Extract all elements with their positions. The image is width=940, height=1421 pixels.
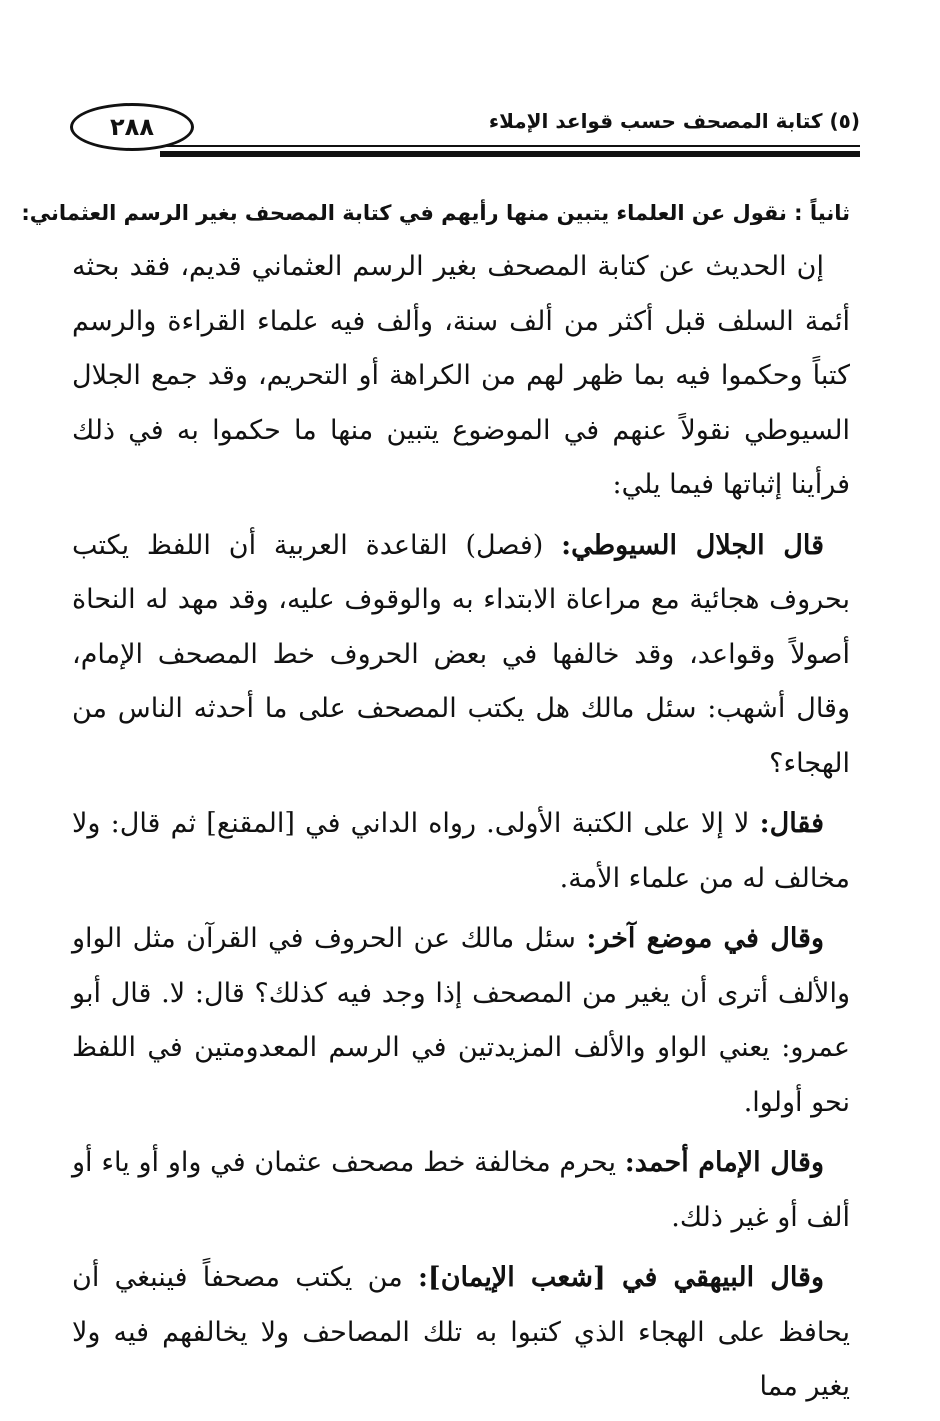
paragraph-intro (72, 240, 850, 513)
paragraph-bayhaqi (72, 1251, 850, 1415)
paragraph-text: سئل مالك عن الحروف في القرآن مثل الواو والألف أترى أن يغير من المصحف إذا وجد فيه كذلك؟ قال: لا. قال أبو عمرو: يعني الواو والألف المزيدتين في الرسم المعدومتين في اللفظ نحو أولوا. (72, 923, 850, 1118)
paragraph-another-place (72, 912, 850, 1130)
header-rule-thin (150, 145, 860, 147)
header-rule-thick (160, 151, 860, 157)
paragraph-text: لا إلا على الكتبة الأولى. رواه الداني في [المقنع] ثم قال: ولا مخالف له من علماء الأمة. (72, 808, 850, 894)
paragraph-lead: قال الجلال السيوطي: (561, 529, 825, 561)
paragraph-text: من يكتب مصحفاً فينبغي أن يحافظ على الهجاء الذي كتبوا به تلك المصاحف ولا يخالفهم فيه ولا يغير مما (72, 1262, 850, 1402)
paragraph-lead: وقال الإمام أحمد: (624, 1147, 824, 1178)
paragraph-malik-answer (72, 797, 850, 906)
page-body (21, 188, 850, 1421)
paragraph-lead: وقال البيهقي في [شعب الإيمان]: (417, 1262, 824, 1293)
paragraph-lead: فقال: (759, 808, 824, 839)
paragraph-ahmad (72, 1136, 850, 1245)
paragraph-text: يحرم مخالفة خط مصحف عثمان في واو أو ياء أو ألف أو غير ذلك. (72, 1147, 850, 1233)
paragraph-text: (فصل) القاعدة العربية أن اللفظ يكتب بحروف هجائية مع مراعاة الابتداء به والوقوف عليه، وقد مهد له النحاة أصولاً وقواعد، وقد خالفها في بعض الحروف خط المصحف الإمام، وقال أشهب: سئل مالك هل يكتب المصحف على ما أحدثه الناس من الهجاء؟ (72, 529, 850, 779)
page-header (70, 95, 860, 155)
paragraph-suyuti (72, 519, 850, 792)
paragraph-text: إن الحديث عن كتابة المصحف بغير الرسم العثماني قديم، فقد بحثه أئمة السلف قبل أكثر من ألف سنة، وألف فيه علماء القراءة والرسم كتباً وحكموا فيه بما ظهر لهم من الكراهة أو التحريم، وقد جمع الجلال السيوطي نقولاً عنهم في الموضوع يتبين منها ما حكموا به في ذلك فرأينا إثباتها فيما يلي: (72, 251, 850, 500)
page-number: ٢٨٨ (70, 103, 194, 151)
running-title: (٥) كتابة المصحف حسب قواعد الإملاء (488, 109, 860, 133)
section-heading: ثانياً : نقول عن العلماء يتبين منها رأيهم في كتابة المصحف بغير الرسم العثماني: (21, 201, 850, 225)
paragraph-lead: وقال في موضع آخر: (586, 923, 824, 954)
